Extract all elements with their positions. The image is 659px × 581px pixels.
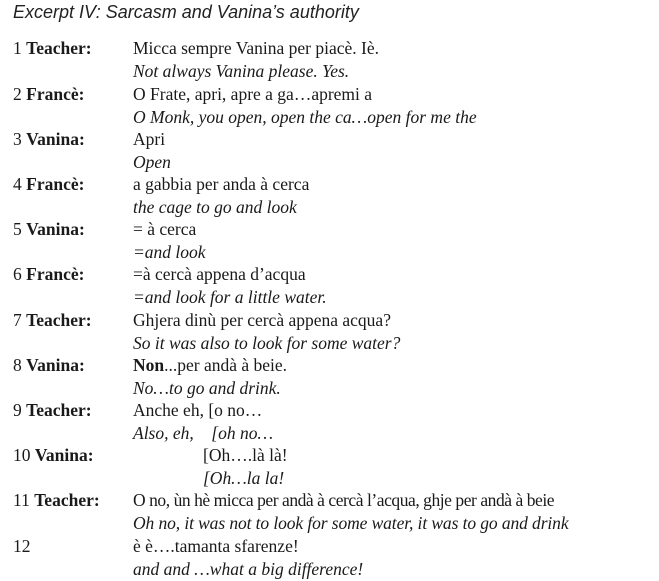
turn-number: 12: [13, 536, 31, 556]
turn-speaker: [13, 536, 31, 557]
speaker-name: Francè:: [26, 84, 85, 104]
original-line: è è….tamanta sfarenze!: [133, 536, 299, 556]
speaker-name: Teacher:: [26, 38, 92, 58]
turn-speaker: [13, 38, 92, 59]
original-line: [133, 355, 287, 376]
translation-line: =and look: [133, 242, 206, 262]
translation-line: =and look for a little water.: [133, 287, 327, 307]
original-line: O Frate, apri, apre a ga…apremi a: [133, 84, 373, 104]
turn-number: 3: [13, 129, 22, 149]
turn-number: 1: [13, 38, 22, 58]
original-line: = à cerca: [133, 219, 197, 239]
original-line: Apri: [133, 129, 166, 149]
excerpt-title: Excerpt IV: Sarcasm and Vanina’s authority: [13, 2, 359, 22]
original-line: Micca sempre Vanina per piacè. Iè.: [133, 38, 380, 58]
speaker-name: Teacher:: [26, 310, 92, 330]
translation-line: Also, eh, [oh no…: [133, 423, 273, 443]
translation-line: O Monk, you open, open the ca…open for me the: [133, 107, 477, 127]
turn-number: 9: [13, 400, 22, 420]
original-line: Ghjera dinù per cercà appena acqua?: [133, 310, 391, 330]
original-line: O no, ùn hè micca per andà à cercà l’acqua, ghje per andà à beie: [133, 490, 555, 510]
turn-speaker: [13, 264, 84, 285]
turn-number: 5: [13, 219, 22, 239]
original-line: =à cercà appena d’acqua: [133, 264, 306, 284]
original-line-rest: ...per andà à beie.: [164, 355, 288, 375]
translation-line: So it was also to look for some water?: [133, 333, 401, 353]
translation-line: Open: [133, 152, 171, 172]
speaker-name: Teacher:: [34, 490, 100, 510]
turn-number: 2: [13, 84, 22, 104]
turn-speaker: [13, 174, 84, 195]
translation-line: the cage to go and look: [133, 197, 297, 217]
speaker-name: Francè:: [26, 264, 85, 284]
turn-speaker: [13, 219, 85, 240]
turn-number: 4: [13, 174, 22, 194]
speaker-name: Vanina:: [34, 445, 94, 465]
turn-number: 11: [13, 490, 30, 510]
original-line: a gabbia per anda à cerca: [133, 174, 310, 194]
turn-speaker: [13, 490, 100, 511]
turn-number: 8: [13, 355, 22, 375]
speaker-name: Vanina:: [26, 355, 85, 375]
original-line: [Oh….là là!: [203, 445, 288, 465]
speaker-name: Vanina:: [26, 129, 85, 149]
turn-number: 10: [13, 445, 31, 465]
turn-speaker: [13, 355, 85, 376]
speaker-name: Vanina:: [26, 219, 85, 239]
speaker-name: Francè:: [26, 174, 85, 194]
translation-line: No…to go and drink.: [133, 378, 281, 398]
speaker-name: Teacher:: [26, 400, 92, 420]
turn-number: 7: [13, 310, 22, 330]
translation-line: Not always Vanina please. Yes.: [133, 61, 350, 81]
turn-speaker: [13, 400, 92, 421]
turn-speaker: [13, 129, 85, 150]
emphasis-bold: Non: [133, 355, 165, 375]
translation-line: Oh no, it was not to look for some water, it was to go and drink: [133, 513, 569, 533]
translation-line: [Oh…la la!: [203, 468, 285, 488]
original-line: Anche eh, [o no…: [133, 400, 263, 420]
translation-line: and and …what a big difference!: [133, 559, 364, 579]
turn-speaker: [13, 445, 94, 466]
turn-number: 6: [13, 264, 22, 284]
turn-speaker: [13, 84, 84, 105]
turn-speaker: [13, 310, 92, 331]
